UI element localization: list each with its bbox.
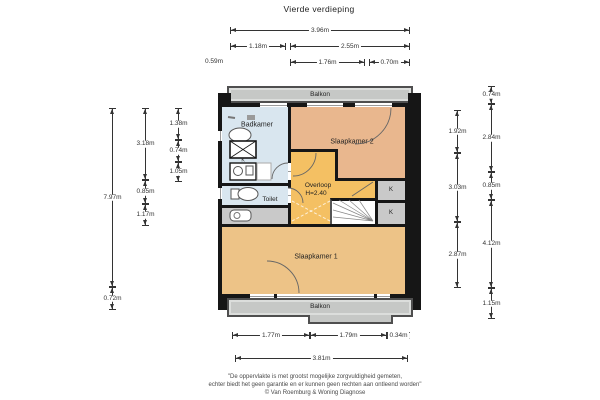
arrow-down-icon [455, 147, 459, 152]
room-hall-closet [222, 208, 288, 224]
disclaimer-line-2: echter biedt het geen garantie en er kunnen geen rechten aan ontleend worden" [208, 382, 422, 389]
room-slaapkamer-1 [222, 227, 405, 294]
dim-label: 1.15m [482, 299, 501, 307]
dim-total-width [230, 27, 410, 34]
arrow-up-icon [143, 109, 147, 114]
room-overloop-upper [291, 149, 338, 181]
arrow-down-icon [489, 282, 493, 287]
arrow-down-icon [489, 166, 493, 171]
arrow-up-icon [110, 109, 114, 114]
arrow-up-icon [143, 181, 147, 186]
dim-label: 4.12m [482, 239, 501, 247]
dim-label: 1.18m [248, 42, 268, 50]
arrow-up-icon [176, 109, 180, 114]
arrow-right-icon [404, 44, 409, 48]
label-badkamer: Badkamer [241, 121, 273, 129]
wall-toilet-hall [222, 205, 291, 208]
dim-label: 1.17m [136, 210, 155, 218]
dim-top-door [290, 59, 365, 66]
dim-right-192 [448, 110, 467, 153]
dim-bottom-034 [387, 332, 410, 339]
arrow-left-icon [291, 44, 296, 48]
dim-label: 1.76m [318, 58, 337, 66]
arrow-left-icon [233, 333, 238, 337]
dim-label: 0.34m [389, 331, 408, 339]
dim-left-138 [169, 108, 188, 140]
wall-corner-top-right [408, 93, 421, 107]
dim-left-085 [136, 180, 155, 204]
dim-label: 0.85m [482, 181, 501, 189]
label-closet-top: K [388, 187, 394, 193]
window-top-1 [260, 103, 287, 107]
arrow-up-icon [455, 154, 459, 159]
dim-label: 3.96m [310, 26, 330, 34]
dim-label: 2.87m [448, 250, 467, 258]
arrow-up-icon [489, 289, 493, 294]
arrow-down-icon [143, 220, 147, 225]
dim-top-left [230, 43, 286, 50]
dim-label-059: 0.59m [204, 57, 224, 65]
page-title: Vierde verdieping [283, 4, 355, 14]
arrow-up-icon [489, 105, 493, 110]
dim-label: 0.85m [136, 187, 155, 195]
dim-right-412 [482, 200, 501, 288]
arrow-down-icon [143, 198, 147, 203]
copyright: © Van Roemburg & Woning Diagnose [264, 390, 366, 397]
dim-top-070 [369, 59, 410, 66]
disclaimer [115, 373, 515, 397]
label-toilet: Toilet [262, 195, 278, 203]
arrow-right-icon [381, 333, 386, 337]
dim-label: 0.74m [482, 90, 501, 98]
dim-right-115 [482, 288, 501, 319]
room-badkamer [222, 107, 288, 183]
arrow-up-icon [143, 205, 147, 210]
arrow-up-icon [489, 173, 493, 178]
dim-label: 3.03m [448, 183, 467, 191]
arrow-down-icon [110, 281, 114, 286]
arrow-down-icon [455, 282, 459, 287]
dim-left-072 [103, 287, 122, 310]
arrow-left-icon [236, 356, 241, 360]
dim-label: 1.79m [339, 331, 358, 339]
window-top-2 [307, 103, 343, 107]
dim-label: 7.97m [103, 193, 122, 201]
dim-left-105 [169, 162, 188, 182]
arrow-down-icon [489, 98, 493, 103]
label-closet-bottom: K [388, 210, 394, 216]
dim-label: 2.84m [482, 133, 501, 141]
dim-right-287 [448, 222, 467, 288]
dim-bottom-381 [235, 355, 408, 362]
room-toilet [222, 186, 288, 205]
dim-right-074 [482, 86, 501, 104]
arrow-right-icon [280, 44, 285, 48]
wall-corner-top-left [218, 93, 231, 107]
dim-top-right [290, 43, 410, 50]
arrow-down-icon [143, 174, 147, 179]
label-slaapkamer2: Slaapkamer 2 [330, 138, 374, 146]
arrow-right-icon [402, 356, 407, 360]
label-closet-badkamer: K [241, 157, 245, 164]
dim-left-074 [169, 140, 188, 162]
window-left-2 [218, 188, 222, 199]
dim-left-318 [136, 108, 155, 180]
dim-left-797 [103, 108, 122, 287]
balcony-door-top [355, 103, 392, 107]
arrow-down-icon [455, 216, 459, 221]
arrow-right-icon [304, 333, 309, 337]
dim-label: 1.05m [169, 167, 188, 175]
arrow-left-icon [370, 60, 375, 64]
label-slaapkamer1: Slaapkamer 1 [294, 253, 338, 261]
arrow-right-icon [404, 28, 409, 32]
arrow-left-icon [231, 44, 236, 48]
arrow-down-icon [110, 304, 114, 309]
disclaimer-line-1: "De oppervlakte is met grootst mogelijke zorgvuldigheid gemeten, [227, 374, 403, 380]
arrow-left-icon [231, 28, 236, 32]
arrow-left-icon [311, 333, 316, 337]
dim-label: 2.55m [340, 42, 360, 50]
stairs [330, 198, 375, 224]
arrow-down-icon [176, 176, 180, 181]
arrow-left-icon [291, 60, 296, 64]
label-overloop: Overloop [304, 181, 332, 189]
label-balkon-top: Balkon [310, 90, 330, 98]
dim-right-085 [482, 172, 501, 200]
dim-label: 1.77m [261, 331, 281, 339]
door-opening-toilet [288, 188, 291, 203]
label-overloop-height: H=2.40 [305, 189, 327, 197]
door-opening-badkamer [288, 163, 291, 180]
dim-label: 0.74m [169, 146, 188, 154]
arrow-up-icon [489, 201, 493, 206]
dim-label: 1.38m [169, 119, 188, 127]
dim-bottom-179 [310, 332, 387, 339]
dim-label: 3.18m [136, 139, 155, 147]
dim-label: 3.81m [312, 354, 331, 362]
window-left-1 [218, 131, 222, 141]
arrow-right-icon [359, 60, 364, 64]
dim-right-303 [448, 153, 467, 222]
dim-right-284 [482, 104, 501, 172]
balcony-extension [308, 315, 393, 324]
dim-left-117 [136, 204, 155, 226]
arrow-down-icon [489, 313, 493, 318]
arrow-up-icon [110, 288, 114, 293]
arrow-down-icon [176, 156, 180, 161]
arrow-up-icon [176, 141, 180, 146]
dim-label: 0.72m [103, 294, 122, 302]
arrow-down-icon [176, 134, 180, 139]
arrow-right-icon [404, 60, 409, 64]
dim-label: 0.70m [380, 58, 399, 66]
arrow-down-icon [489, 194, 493, 199]
wall-badkamer-toilet [222, 183, 291, 186]
arrow-up-icon [455, 223, 459, 228]
label-balkon-bottom: Balkon [310, 302, 330, 310]
dim-bottom-177 [232, 332, 310, 339]
dim-label: 1.92m [448, 127, 467, 135]
arrow-up-icon [455, 111, 459, 116]
